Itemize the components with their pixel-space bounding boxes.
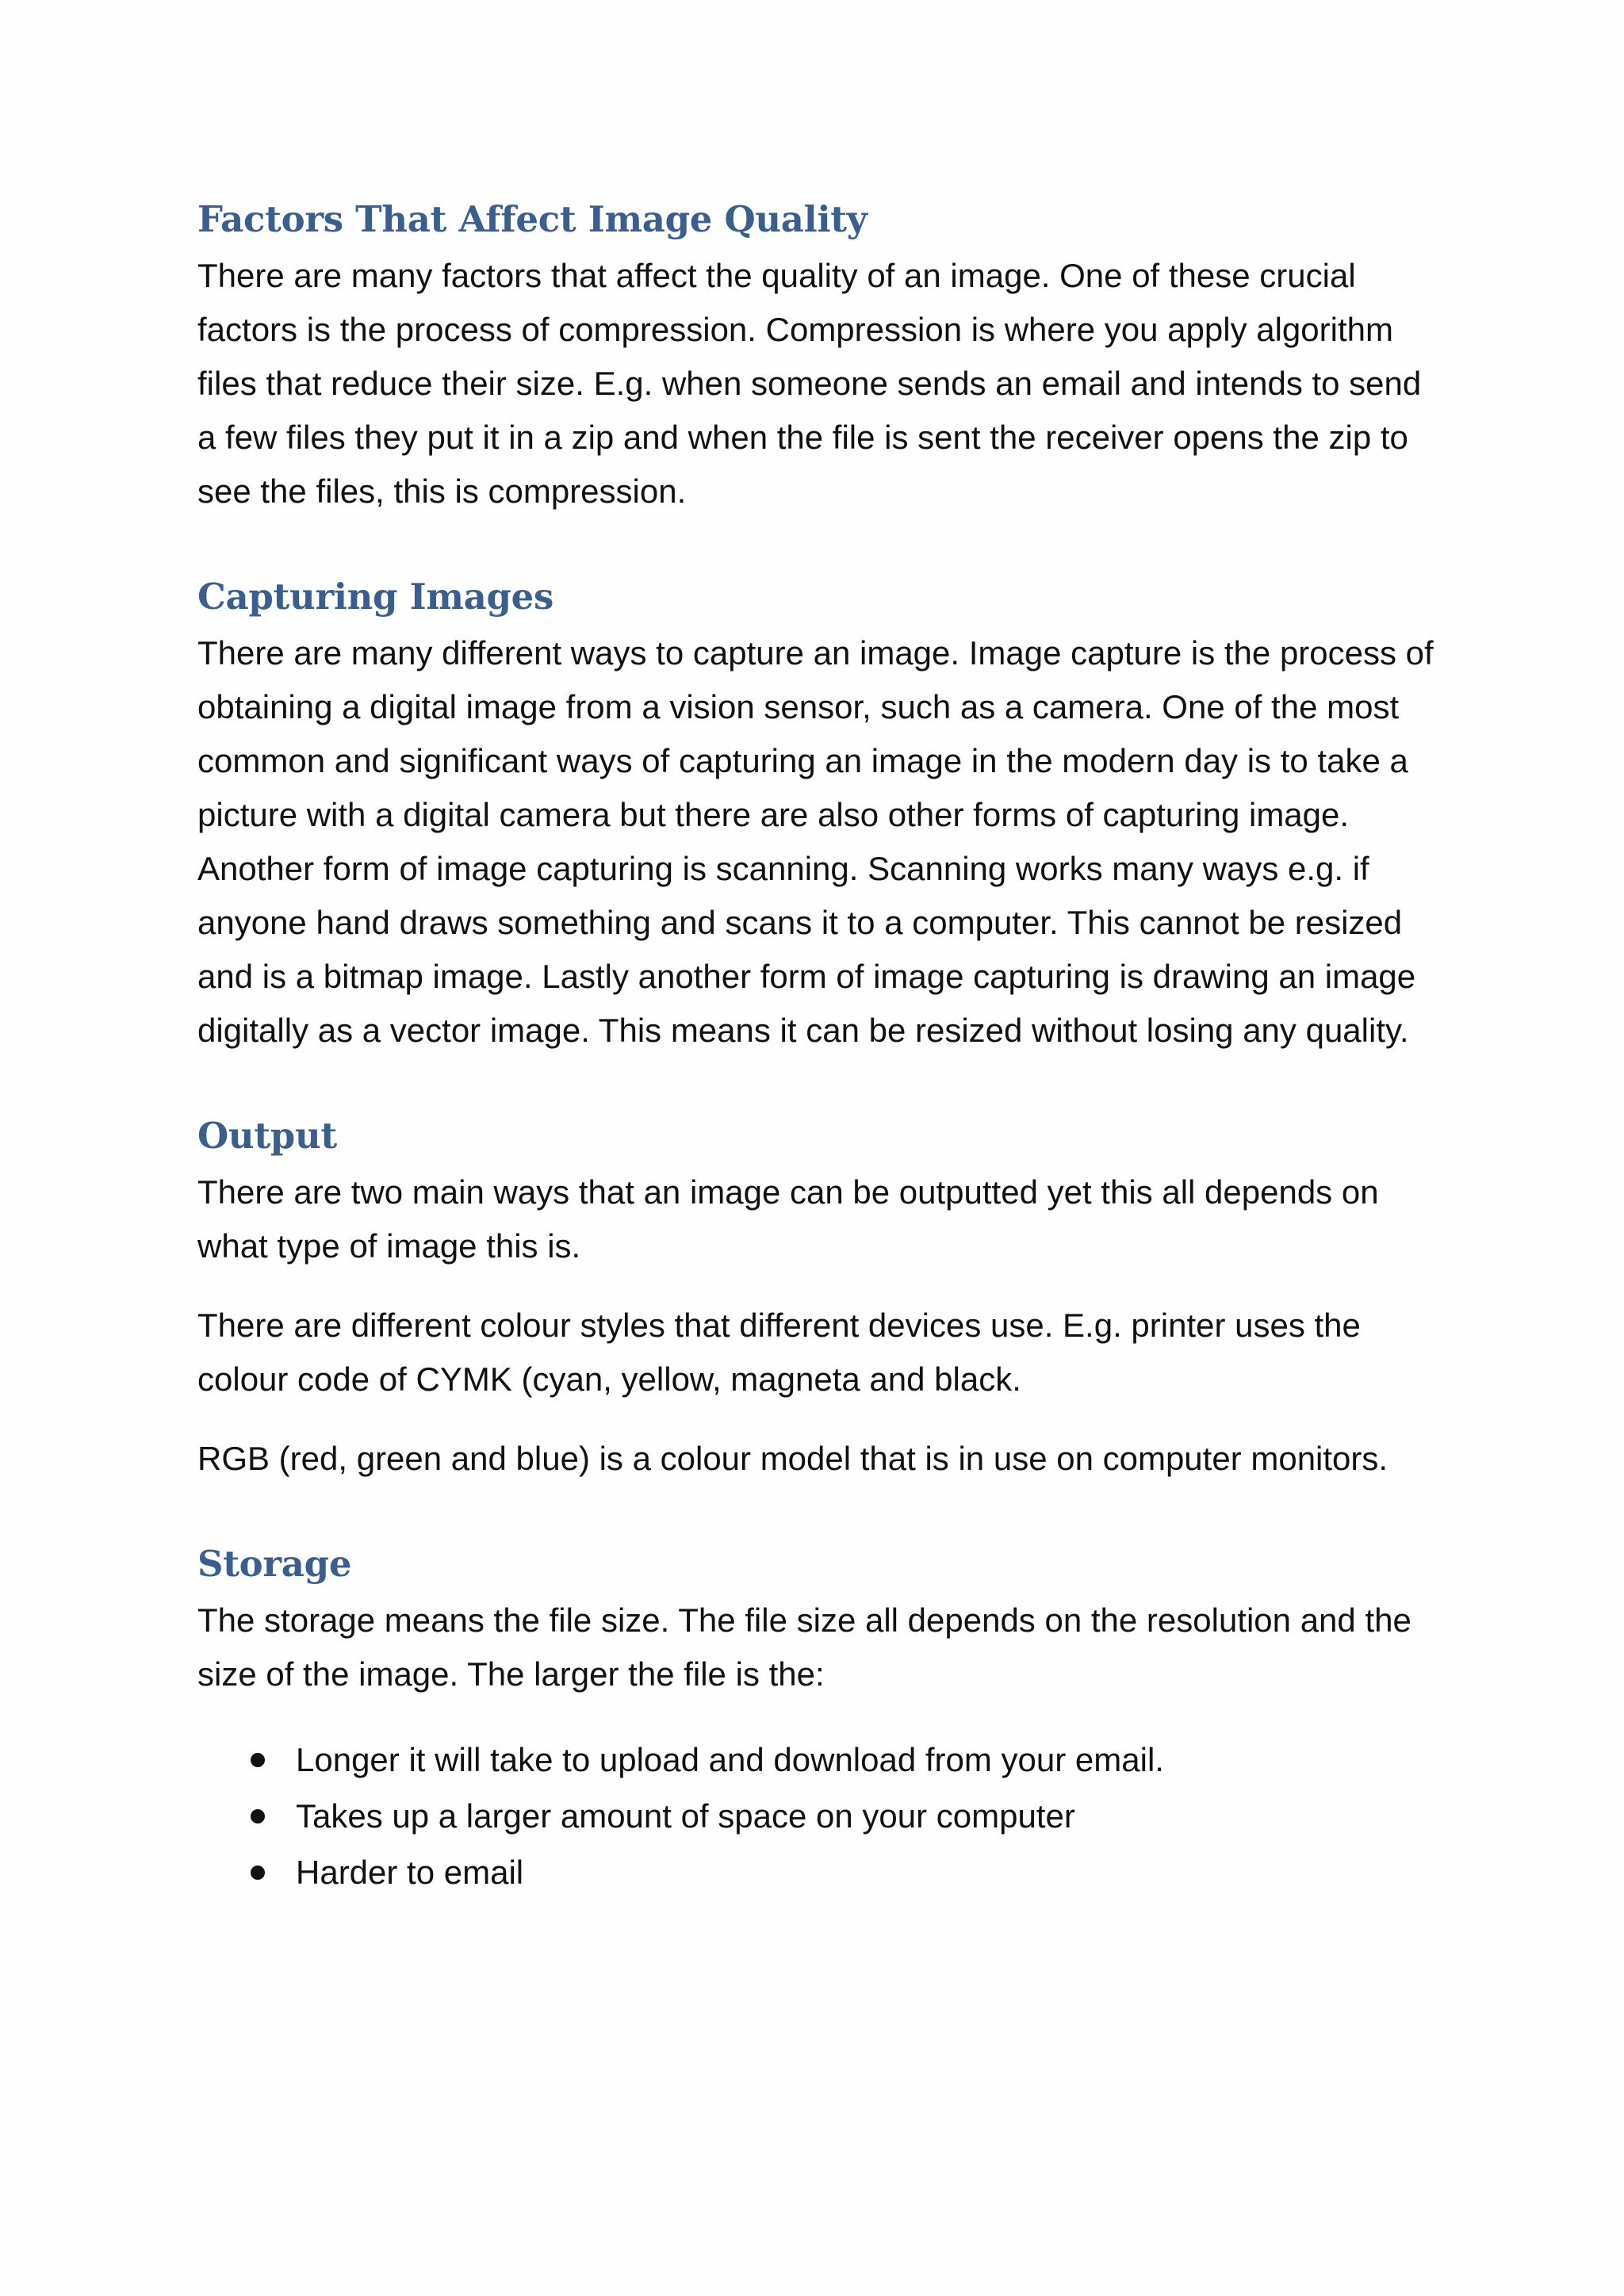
section-capturing-images bbox=[197, 568, 1442, 1058]
section-paragraph: There are different colour styles that different devices use. E.g. printer uses the colour code of CYMK (cyan, yellow, magneta and black. bbox=[197, 1307, 1361, 1398]
bullet-icon bbox=[251, 1866, 265, 1880]
section-heading: Factors That Affect Image Quality bbox=[197, 198, 868, 240]
list-item-text: Harder to email bbox=[296, 1854, 524, 1891]
section-image-quality bbox=[197, 190, 1442, 519]
list-item bbox=[197, 1788, 1442, 1844]
section-heading: Storage bbox=[197, 1543, 352, 1585]
list-item bbox=[197, 1732, 1442, 1788]
bullet-list bbox=[197, 1732, 1442, 1900]
section-spacer bbox=[197, 519, 1442, 568]
section-paragraph: There are two main ways that an image can be outputted yet this all depends on what type of image this is. bbox=[197, 1173, 1379, 1265]
bullet-icon bbox=[251, 1809, 265, 1823]
section-paragraph: The storage means the file size. The file size all depends on the resolution and the size of the image. The larger the file is the: bbox=[197, 1601, 1411, 1693]
section-paragraph: There are many different ways to capture an image. Image capture is the process of obtaining a digital image from a vision sensor, such as a camera. One of the most common and significant ways of capturing an image in the modern day is to take a picture with a digital camera but there are also other forms of capturing image. Another form of image capturing is scanning. Scanning works many ways e.g. if anyone hand draws something and scans it to a computer. This cannot be resized and is a bitmap image. Lastly another form of image capturing is drawing an image digitally as a vector image. This means it can be resized without losing any quality. bbox=[197, 634, 1434, 1049]
bullet-icon bbox=[251, 1753, 265, 1767]
section-spacer bbox=[197, 1486, 1442, 1535]
document-content bbox=[197, 190, 1442, 1900]
section-paragraph: RGB (red, green and blue) is a colour model that is in use on computer monitors. bbox=[197, 1440, 1388, 1477]
section-spacer bbox=[197, 1058, 1442, 1107]
section-paragraph: There are many factors that affect the quality of an image. One of these crucial factors is the process of compression. Compression is where you apply algorithm files that reduce their size. E.g. when someone sends an email and intends to send a few files they put it in a zip and when the file is sent the receiver opens the zip to see the files, this is compression. bbox=[197, 257, 1422, 510]
section-storage bbox=[197, 1535, 1442, 1900]
section-heading: Capturing Images bbox=[197, 576, 554, 618]
section-heading: Output bbox=[197, 1115, 337, 1157]
list-item-text: Takes up a larger amount of space on your computer bbox=[296, 1797, 1075, 1835]
list-item bbox=[197, 1844, 1442, 1900]
section-output bbox=[197, 1107, 1442, 1486]
list-item-text: Longer it will take to upload and download from your email. bbox=[296, 1741, 1164, 1778]
